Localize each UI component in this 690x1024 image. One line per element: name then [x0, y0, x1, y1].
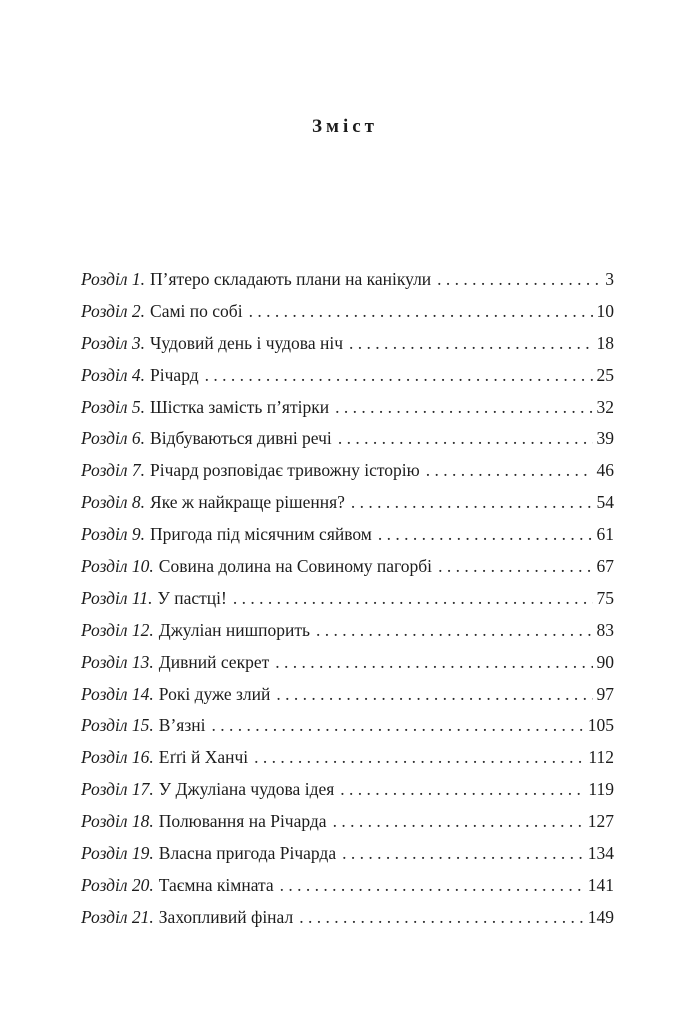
- chapter-title: Совина долина на Совиному пагорбі: [158, 556, 433, 577]
- page-number: 54: [596, 492, 614, 513]
- chapter-title: Річард розповідає тривожну історію: [150, 460, 420, 481]
- dot-leader: [378, 524, 593, 545]
- dot-leader: [233, 588, 593, 609]
- dot-leader: [333, 811, 584, 832]
- toc-entry: [81, 269, 614, 301]
- dot-leader: [349, 333, 592, 354]
- toc-heading: Зміст: [311, 116, 378, 137]
- page-number: 18: [596, 332, 614, 353]
- chapter-title: Яке ж найкраще рішення?: [150, 492, 345, 513]
- page-number: 32: [596, 396, 614, 417]
- toc-entry: [81, 747, 614, 779]
- chapter-label: Розділ 16.: [81, 747, 154, 768]
- toc-entry: [81, 811, 614, 843]
- dot-leader: [299, 907, 584, 928]
- dot-leader: [276, 684, 592, 705]
- chapter-title: У Джуліана чудова ідея: [158, 779, 335, 800]
- toc-entry: [81, 875, 614, 907]
- toc-entry: [81, 843, 614, 875]
- toc-entry: [81, 556, 614, 588]
- chapter-label: Розділ 1.: [81, 269, 146, 289]
- chapter-label: Розділ 12.: [81, 619, 154, 640]
- toc-entry: [81, 620, 614, 652]
- page-number: 10: [596, 300, 614, 321]
- chapter-label: Розділ 20.: [81, 874, 154, 895]
- dot-leader: [340, 779, 584, 800]
- chapter-label: Розділ 19.: [81, 843, 154, 864]
- chapter-title: Полювання на Річарда: [158, 811, 327, 832]
- chapter-title: Відбуваються дивні речі: [150, 428, 332, 449]
- dot-leader: [437, 269, 601, 290]
- chapter-title: П’ятеро складають плани на канікули: [150, 269, 432, 289]
- toc-entry: [81, 588, 614, 620]
- page-number: 105: [587, 715, 614, 736]
- dot-leader: [426, 460, 593, 481]
- toc-entry: [81, 779, 614, 811]
- chapter-label: Розділ 6.: [81, 428, 146, 449]
- toc-entry: [81, 684, 614, 716]
- dot-leader: [316, 620, 593, 641]
- chapter-title: Захопливий фінал: [158, 906, 294, 927]
- page-number: 39: [596, 428, 614, 449]
- page-number: 46: [596, 460, 614, 481]
- dot-leader: [211, 715, 583, 736]
- chapter-label: Розділ 13.: [81, 651, 154, 672]
- chapter-label: Розділ 3.: [81, 332, 146, 353]
- chapter-label: Розділ 4.: [81, 364, 146, 385]
- page-number: 97: [596, 683, 614, 704]
- page-number: 75: [596, 587, 614, 608]
- chapter-label: Розділ 15.: [81, 715, 154, 736]
- toc-entry: [81, 907, 614, 939]
- chapter-title: Дивний секрет: [158, 651, 270, 672]
- dot-leader: [351, 492, 593, 513]
- chapter-label: Розділ 9.: [81, 524, 146, 545]
- toc-entry: [81, 301, 614, 333]
- toc-entry: [81, 715, 614, 747]
- chapter-title: Таємна кімната: [158, 874, 274, 895]
- page-number: 149: [587, 906, 614, 927]
- chapter-label: Розділ 5.: [81, 396, 146, 417]
- chapter-label: Розділ 2.: [81, 300, 146, 321]
- chapter-label: Розділ 18.: [81, 811, 154, 832]
- page-number: 67: [596, 556, 614, 577]
- page-number: 90: [596, 651, 614, 672]
- chapter-label: Розділ 11.: [81, 587, 153, 608]
- dot-leader: [338, 428, 593, 449]
- toc-entry: [81, 397, 614, 429]
- page-number: 127: [587, 811, 614, 832]
- chapter-label: Розділ 21.: [81, 906, 154, 927]
- page-number: 3: [605, 269, 614, 289]
- page-number: 83: [596, 619, 614, 640]
- dot-leader: [438, 556, 592, 577]
- toc-entry: [81, 428, 614, 460]
- chapter-label: Розділ 14.: [81, 683, 154, 704]
- chapter-title: В’язні: [158, 715, 206, 736]
- page-number: 134: [587, 843, 614, 864]
- chapter-label: Розділ 7.: [81, 460, 146, 481]
- chapter-label: Розділ 17.: [81, 779, 154, 800]
- chapter-title: Чудовий день і чудова ніч: [150, 332, 344, 353]
- toc-entry: [81, 492, 614, 524]
- chapter-title: Самі по собі: [150, 300, 243, 321]
- dot-leader: [254, 747, 584, 768]
- toc-entry: [81, 652, 614, 684]
- chapter-title: У пастці!: [157, 587, 227, 608]
- page-number: 25: [596, 364, 614, 385]
- chapter-title: Рокі дуже злий: [158, 683, 271, 704]
- toc-entry: [81, 524, 614, 556]
- toc-entry: [81, 333, 614, 365]
- chapter-title: Шістка замість п’ятірки: [150, 396, 330, 417]
- chapter-title: Джуліан нишпорить: [158, 619, 310, 640]
- chapter-title: Власна пригода Річарда: [158, 843, 337, 864]
- page-number: 61: [596, 524, 614, 545]
- dot-leader: [335, 397, 592, 418]
- chapter-title: Річард: [150, 364, 199, 385]
- dot-leader: [275, 652, 592, 673]
- dot-leader: [205, 365, 593, 386]
- toc-list: [81, 269, 614, 939]
- chapter-title: Еґґі й Ханчі: [158, 747, 249, 768]
- dot-leader: [249, 301, 593, 322]
- page-number: 112: [588, 747, 614, 768]
- chapter-label: Розділ 8.: [81, 492, 146, 513]
- dot-leader: [280, 875, 584, 896]
- toc-entry: [81, 460, 614, 492]
- chapter-label: Розділ 10.: [81, 556, 154, 577]
- toc-entry: [81, 365, 614, 397]
- dot-leader: [342, 843, 584, 864]
- page-number: 119: [588, 779, 614, 800]
- page-number: 141: [587, 874, 614, 895]
- chapter-title: Пригода під місячним сяйвом: [150, 524, 372, 545]
